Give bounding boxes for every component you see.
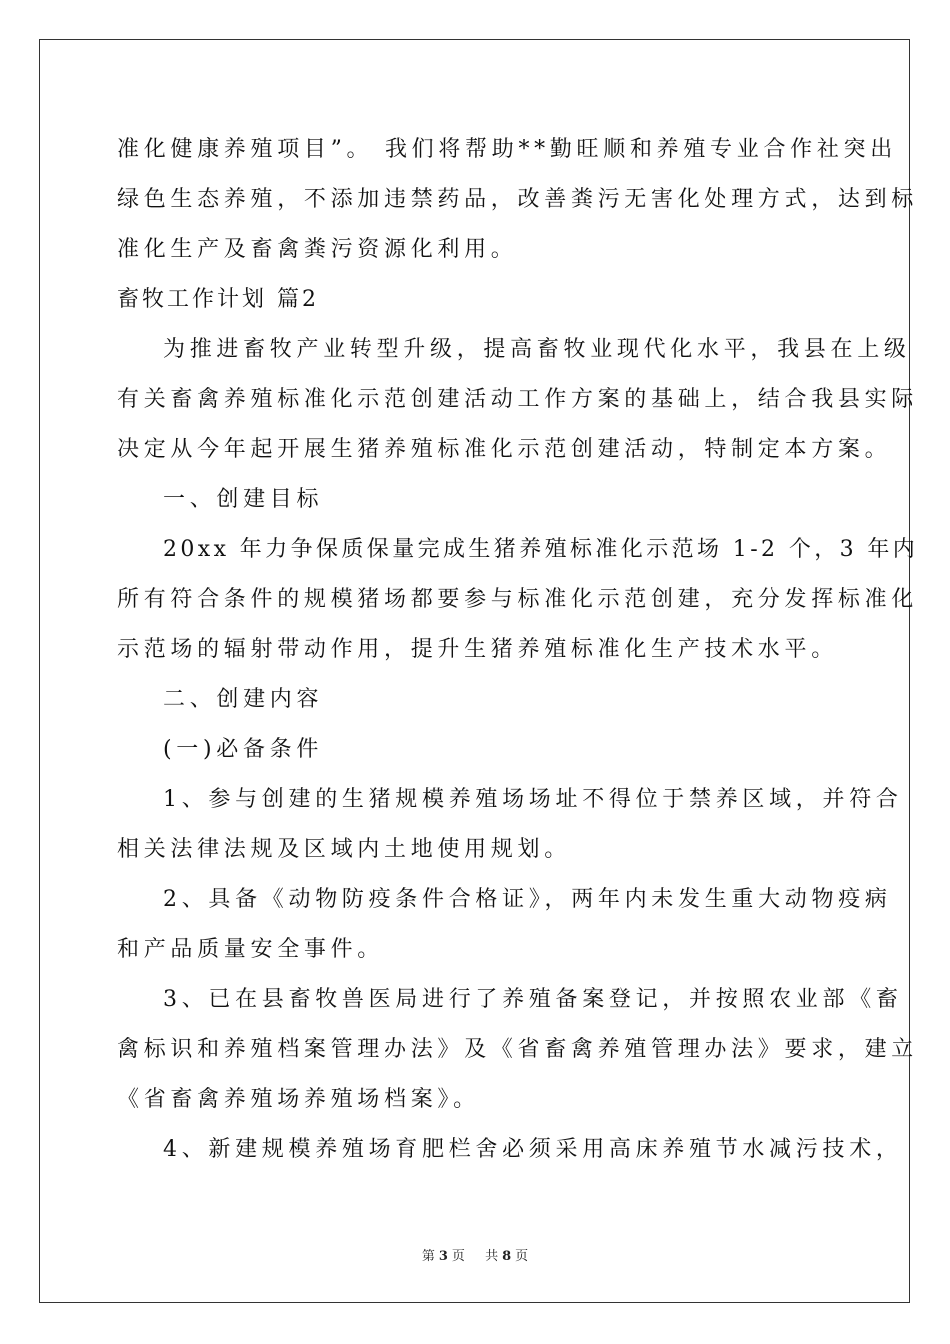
- paragraph-line: 绿色生态养殖，不添加违禁药品，改善粪污无害化处理方式，达到标: [117, 187, 919, 212]
- paragraph-line: 为推进畜牧产业转型升级，提高畜牧业现代化水平，我县在上级: [163, 337, 911, 362]
- paragraph-line: 和产品质量安全事件。: [117, 937, 385, 962]
- paragraph-line: 决定从今年起开展生猪养殖标准化示范创建活动，特制定本方案。: [117, 437, 892, 462]
- subheading: 一、创建目标: [163, 487, 324, 512]
- paragraph-line: 20xx 年力争保质保量完成生猪养殖标准化示范场 1-2 个，3 年内: [163, 537, 919, 562]
- paragraph-line: 1、参与创建的生猪规模养殖场场址不得位于禁养区域，并符合: [163, 787, 903, 812]
- page-total: 共 8 页: [485, 1249, 529, 1264]
- paragraph-line: 禽标识和养殖档案管理办法》及《省畜禽养殖管理办法》要求，建立: [117, 1037, 919, 1062]
- paragraph-line: 相关法律法规及区域内土地使用规划。: [117, 837, 571, 862]
- paragraph-line: 有关畜禽养殖标准化示范创建活动工作方案的基础上，结合我县实际: [117, 387, 919, 412]
- section-heading: 畜牧工作计划 篇2: [117, 287, 319, 312]
- paragraph-line: 所有符合条件的规模猪场都要参与标准化示范创建，充分发挥标准化: [117, 587, 919, 612]
- subheading: 二、创建内容: [163, 687, 324, 712]
- paragraph-line: 准化健康养殖项目”。 我们将帮助**勤旺顺和养殖专业合作社突出: [117, 137, 897, 162]
- page-number: 第 3 页: [421, 1249, 465, 1264]
- paragraph-line: 准化生产及畜禽粪污资源化利用。: [117, 237, 518, 262]
- paragraph-line: 《省畜禽养殖场养殖场档案》。: [117, 1087, 480, 1112]
- subheading: (一)必备条件: [163, 737, 324, 762]
- paragraph-line: 示范场的辐射带动作用，提升生猪养殖标准化生产技术水平。: [117, 637, 838, 662]
- page-footer: [0, 1245, 950, 1264]
- paragraph-line: 2、具备《动物防疫条件合格证》，两年内未发生重大动物疫病: [163, 887, 892, 912]
- paragraph-line: 3、已在县畜牧兽医局进行了养殖备案登记，并按照农业部《畜: [163, 987, 903, 1012]
- paragraph-line: 4、新建规模养殖场育肥栏舍必须采用高床养殖节水减污技术，: [163, 1137, 903, 1162]
